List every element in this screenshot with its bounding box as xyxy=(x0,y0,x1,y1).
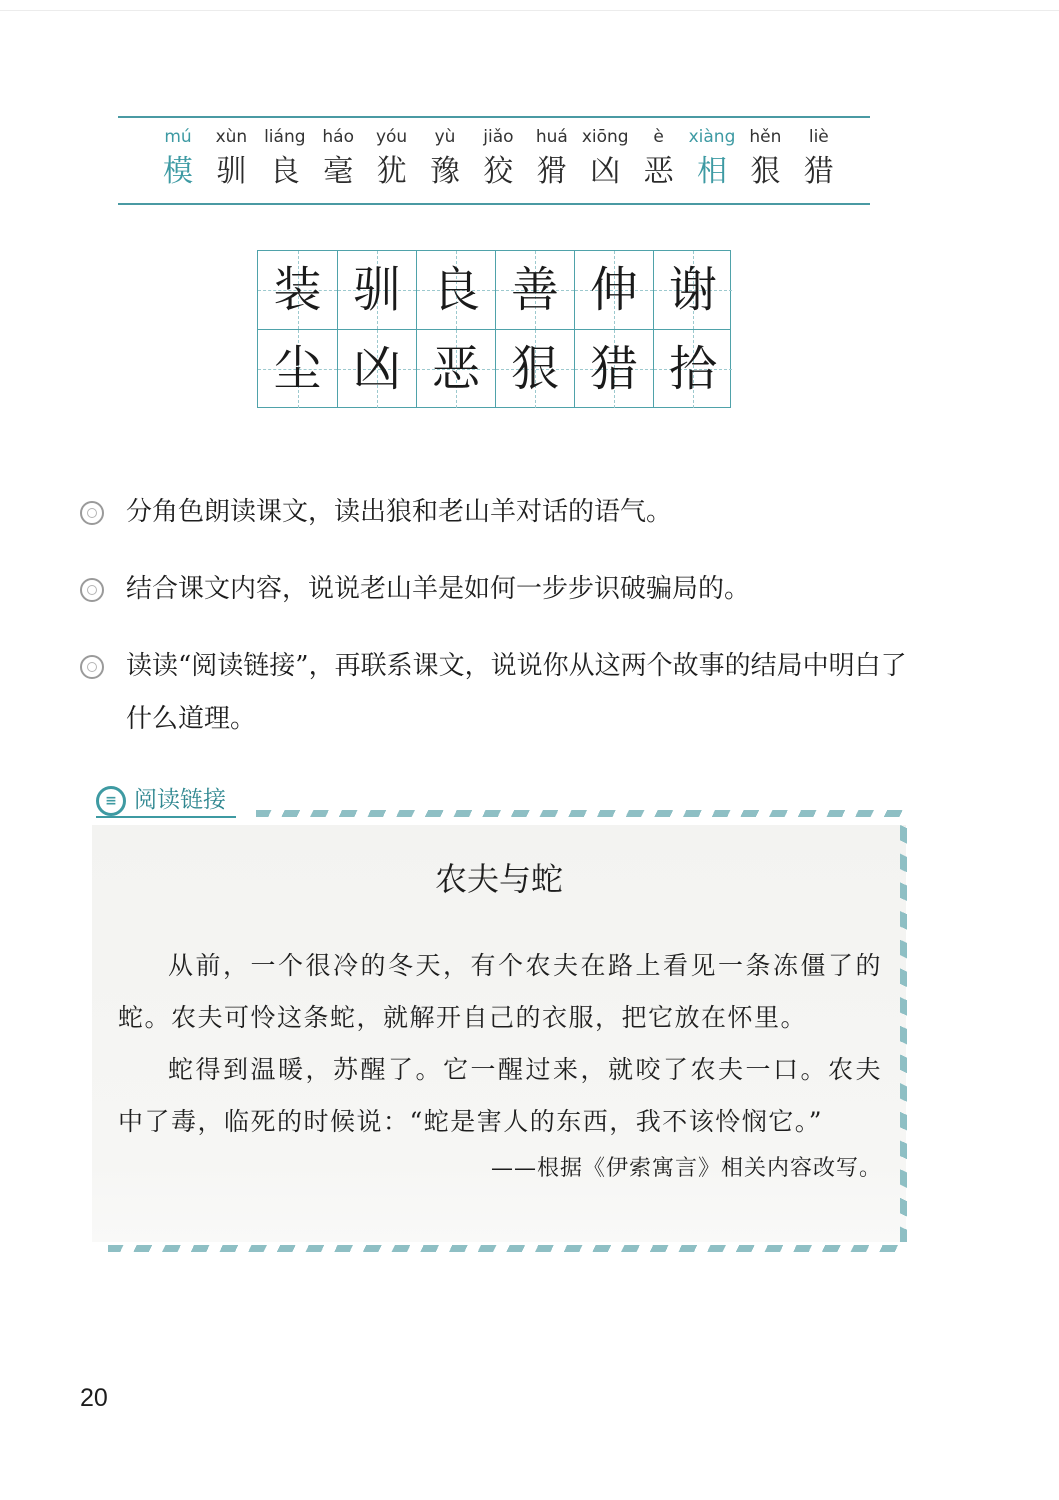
pinyin: háo xyxy=(322,127,354,147)
reading-link-label: 阅读链接 xyxy=(134,787,226,813)
hanzi: 模 xyxy=(163,154,193,189)
pinyin: yóu xyxy=(375,127,408,147)
grid-char: 装 xyxy=(273,262,322,318)
page-number: 20 xyxy=(80,1384,108,1412)
exercise-bullet-icon xyxy=(80,655,104,679)
grid-cell xyxy=(653,251,732,329)
hanzi: 毫 xyxy=(323,154,354,189)
exercise-text: 分角色朗读课文，读出狼和老山羊对话的语气。 xyxy=(126,497,673,527)
grid-char: 伸 xyxy=(589,262,638,318)
hanzi: 犹 xyxy=(376,154,407,189)
story-source: ——根据《伊索寓言》相关内容改写。 xyxy=(490,1156,882,1181)
grid-char: 善 xyxy=(510,262,559,318)
pinyin: liáng xyxy=(264,127,306,147)
grid-cell xyxy=(574,330,653,408)
hanzi: 良 xyxy=(269,154,300,189)
vocab-bottom-line xyxy=(118,203,870,205)
grid-char: 良 xyxy=(431,262,480,318)
grid-char: 谢 xyxy=(668,262,717,318)
card-stripe-top xyxy=(256,810,906,817)
pinyin: mú xyxy=(164,127,192,147)
pinyin: hěn xyxy=(749,127,782,147)
hanzi: 狡 xyxy=(483,154,514,189)
grid-cell xyxy=(574,251,653,329)
vocab-list xyxy=(150,124,850,198)
grid-cell xyxy=(495,330,574,408)
grid-char: 猎 xyxy=(589,341,638,397)
hanzi: 猎 xyxy=(803,154,834,189)
exercise-bullet-icon xyxy=(80,578,104,602)
grid-cell xyxy=(337,330,416,408)
grid-row xyxy=(258,329,730,408)
exercise-bullet-icon xyxy=(80,501,104,525)
story-title: 农夫与蛇 xyxy=(434,860,563,898)
pinyin: jiǎo xyxy=(483,127,514,147)
hanzi: 驯 xyxy=(216,154,247,189)
grid-char: 狠 xyxy=(510,341,559,397)
pinyin: huá xyxy=(535,127,568,147)
grid-cell xyxy=(416,330,495,408)
hanzi: 豫 xyxy=(430,154,460,189)
hanzi: 凶 xyxy=(590,154,621,189)
story-paragraph: 蛇得到温暖，苏醒了。它一醒过来，就咬了农夫一口。农夫中了毒，临死的时候说：“蛇是害人的东西，我不该怜悯它。” xyxy=(118,1055,882,1136)
hanzi: 相 xyxy=(697,154,727,189)
exercise-text: 读读“阅读链接”，再联系课文，说说你从这两个故事的结局中明白了什么道理。 xyxy=(126,651,907,734)
reading-link-icon: ≡ xyxy=(96,786,126,816)
pinyin: yù xyxy=(434,127,456,147)
vocab-top-line xyxy=(118,116,870,118)
card-stripe-bottom xyxy=(108,1245,904,1252)
grid-cell xyxy=(337,251,416,329)
story-body xyxy=(118,940,882,1148)
writing-grid xyxy=(257,250,731,408)
hanzi: 狠 xyxy=(750,154,781,189)
grid-char: 拾 xyxy=(668,341,717,397)
hanzi: 恶 xyxy=(643,154,674,189)
grid-cell xyxy=(416,251,495,329)
pinyin: xiōng xyxy=(581,127,629,147)
pinyin: xùn xyxy=(215,127,248,147)
hanzi: 猾 xyxy=(536,154,567,189)
pinyin: è xyxy=(653,127,664,147)
grid-char: 尘 xyxy=(273,341,322,397)
grid-char: 凶 xyxy=(352,341,401,397)
pinyin: xiàng xyxy=(688,127,736,147)
top-rule xyxy=(0,10,1059,11)
pinyin: liè xyxy=(808,127,829,147)
grid-cell xyxy=(258,330,337,408)
grid-char: 恶 xyxy=(431,341,480,397)
grid-cell xyxy=(653,330,732,408)
reading-link-underline xyxy=(96,816,236,818)
exercise-text: 结合课文内容，说说老山羊是如何一步步识破骗局的。 xyxy=(126,574,751,604)
story-paragraph: 从前，一个很冷的冬天，有个农夫在路上看见一条冻僵了的蛇。农夫可怜这条蛇，就解开自己的衣服，把它放在怀里。 xyxy=(118,951,882,1032)
grid-cell xyxy=(495,251,574,329)
grid-cell xyxy=(258,251,337,329)
grid-char: 驯 xyxy=(352,262,401,318)
grid-row xyxy=(258,251,730,329)
vocab-item xyxy=(791,124,847,194)
